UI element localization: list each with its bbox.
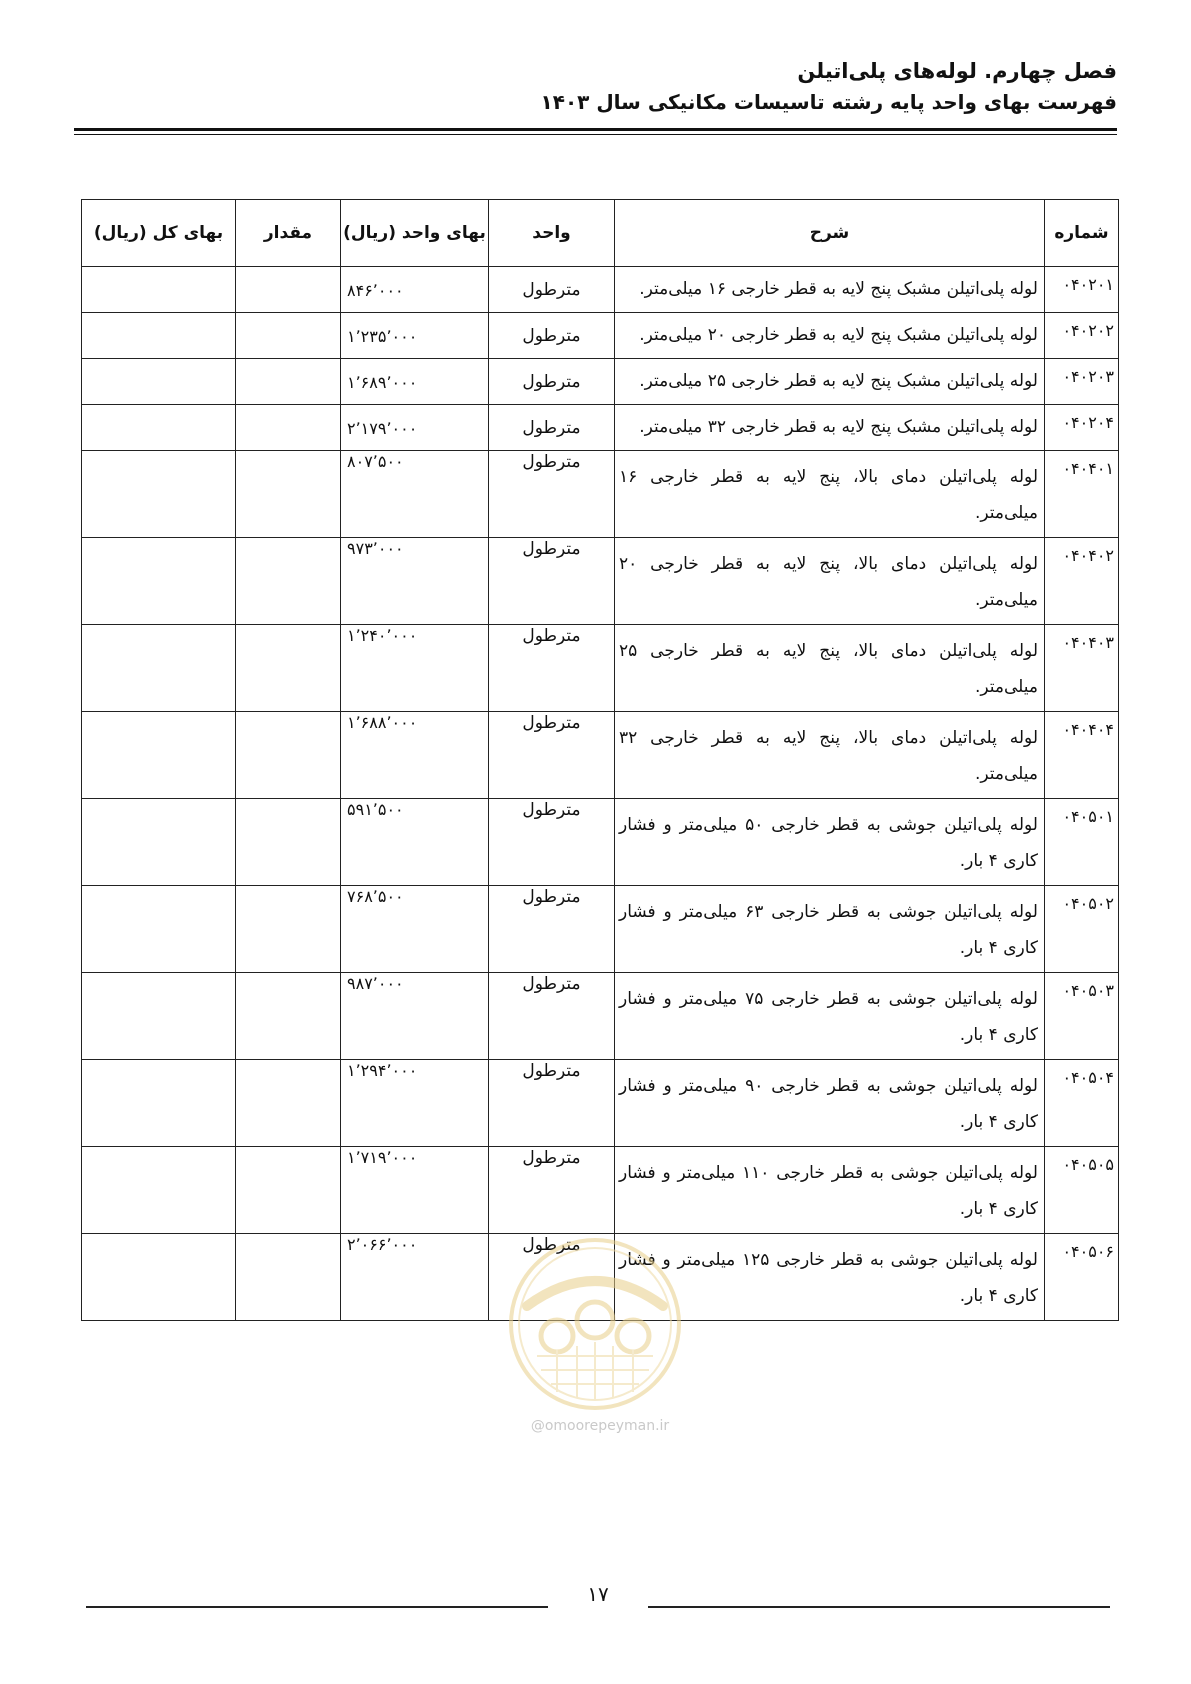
- item-description: لوله پلی‌اتیلن مشبک پنج لایه به قطر خارجی ۲۵ میلی‌متر.: [615, 359, 1045, 405]
- item-total: [82, 799, 236, 886]
- item-unit: مترطول: [489, 799, 615, 886]
- item-description: لوله پلی‌اتیلن دمای بالا، پنج لایه به قطر خارجی ۲۵ میلی‌متر.: [615, 625, 1045, 712]
- col-header-quantity: مقدار: [236, 200, 341, 267]
- item-unit-price: ۷۶۸٬۵۰۰: [341, 886, 489, 973]
- item-unit: مترطول: [489, 405, 615, 451]
- table-header-row: [82, 200, 1119, 267]
- item-quantity: [236, 1147, 341, 1234]
- item-description: لوله پلی‌اتیلن مشبک پنج لایه به قطر خارجی ۲۰ میلی‌متر.: [615, 313, 1045, 359]
- item-unit-price: ۱٬۲۴۰٬۰۰۰: [341, 625, 489, 712]
- item-code: ۰۴۰۵۰۱: [1045, 799, 1119, 886]
- table-row: [82, 405, 1119, 451]
- footer-rule-left: [86, 1606, 548, 1608]
- col-header-unit-price: بهای واحد (ریال): [341, 200, 489, 267]
- item-code: ۰۴۰۴۰۲: [1045, 538, 1119, 625]
- item-unit-price: ۲٬۱۷۹٬۰۰۰: [341, 405, 489, 451]
- item-quantity: [236, 712, 341, 799]
- item-description: لوله پلی‌اتیلن جوشی به قطر خارجی ۵۰ میلی‌متر و فشار کاری ۴ بار.: [615, 799, 1045, 886]
- item-total: [82, 267, 236, 313]
- item-quantity: [236, 799, 341, 886]
- table-row: [82, 1147, 1119, 1234]
- item-description: لوله پلی‌اتیلن جوشی به قطر خارجی ۱۱۰ میلی‌متر و فشار کاری ۴ بار.: [615, 1147, 1045, 1234]
- col-header-code: شماره: [1045, 200, 1119, 267]
- item-quantity: [236, 886, 341, 973]
- item-quantity: [236, 1060, 341, 1147]
- table-row: [82, 625, 1119, 712]
- item-description: لوله پلی‌اتیلن جوشی به قطر خارجی ۷۵ میلی‌متر و فشار کاری ۴ بار.: [615, 973, 1045, 1060]
- chapter-title: فصل چهارم. لوله‌های پلی‌اتیلن: [797, 59, 1117, 83]
- header-rule-thin: [74, 134, 1117, 135]
- item-code: ۰۴۰۵۰۶: [1045, 1234, 1119, 1321]
- item-total: [82, 886, 236, 973]
- item-code: ۰۴۰۵۰۳: [1045, 973, 1119, 1060]
- item-code: ۰۴۰۴۰۴: [1045, 712, 1119, 799]
- item-unit: مترطول: [489, 267, 615, 313]
- item-code: ۰۴۰۵۰۴: [1045, 1060, 1119, 1147]
- item-description: لوله پلی‌اتیلن دمای بالا، پنج لایه به قطر خارجی ۱۶ میلی‌متر.: [615, 451, 1045, 538]
- table-body: [82, 267, 1119, 1321]
- item-code: ۰۴۰۲۰۲: [1045, 313, 1119, 359]
- item-quantity: [236, 267, 341, 313]
- item-description: لوله پلی‌اتیلن جوشی به قطر خارجی ۹۰ میلی‌متر و فشار کاری ۴ بار.: [615, 1060, 1045, 1147]
- table-row: [82, 538, 1119, 625]
- item-unit-price: ۵۹۱٬۵۰۰: [341, 799, 489, 886]
- page-number: ۱۷: [587, 1582, 609, 1606]
- item-quantity: [236, 359, 341, 405]
- item-unit-price: ۱٬۶۸۹٬۰۰۰: [341, 359, 489, 405]
- item-total: [82, 1060, 236, 1147]
- header-rule-thick: [74, 128, 1117, 131]
- item-code: ۰۴۰۲۰۱: [1045, 267, 1119, 313]
- item-unit: مترطول: [489, 886, 615, 973]
- item-description: لوله پلی‌اتیلن دمای بالا، پنج لایه به قطر خارجی ۳۲ میلی‌متر.: [615, 712, 1045, 799]
- col-header-total-price: بهای کل (ریال): [82, 200, 236, 267]
- item-total: [82, 1147, 236, 1234]
- item-total: [82, 973, 236, 1060]
- item-unit-price: ۹۸۷٬۰۰۰: [341, 973, 489, 1060]
- table-row: [82, 313, 1119, 359]
- item-code: ۰۴۰۴۰۱: [1045, 451, 1119, 538]
- item-total: [82, 451, 236, 538]
- item-total: [82, 405, 236, 451]
- table-row: [82, 359, 1119, 405]
- item-description: لوله پلی‌اتیلن جوشی به قطر خارجی ۶۳ میلی‌متر و فشار کاری ۴ بار.: [615, 886, 1045, 973]
- item-unit: مترطول: [489, 451, 615, 538]
- item-description: لوله پلی‌اتیلن مشبک پنج لایه به قطر خارجی ۳۲ میلی‌متر.: [615, 405, 1045, 451]
- item-unit: مترطول: [489, 1147, 615, 1234]
- item-unit: مترطول: [489, 313, 615, 359]
- footer-rule-right: [648, 1606, 1110, 1608]
- item-unit: مترطول: [489, 538, 615, 625]
- item-unit: مترطول: [489, 973, 615, 1060]
- item-total: [82, 313, 236, 359]
- item-unit-price: ۸۴۶٬۰۰۰: [341, 267, 489, 313]
- table-row: [82, 267, 1119, 313]
- price-list-table: [81, 199, 1119, 1321]
- item-quantity: [236, 405, 341, 451]
- item-unit: مترطول: [489, 712, 615, 799]
- item-code: ۰۴۰۵۰۲: [1045, 886, 1119, 973]
- item-total: [82, 1234, 236, 1321]
- item-unit: مترطول: [489, 625, 615, 712]
- watermark-logo: [507, 1236, 683, 1412]
- item-unit-price: ۸۰۷٬۵۰۰: [341, 451, 489, 538]
- item-unit-price: ۱٬۶۸۸٬۰۰۰: [341, 712, 489, 799]
- item-unit: مترطول: [489, 1060, 615, 1147]
- item-total: [82, 712, 236, 799]
- table-row: [82, 451, 1119, 538]
- item-description: لوله پلی‌اتیلن دمای بالا، پنج لایه به قطر خارجی ۲۰ میلی‌متر.: [615, 538, 1045, 625]
- item-quantity: [236, 313, 341, 359]
- item-unit-price: ۲٬۰۶۶٬۰۰۰: [341, 1234, 489, 1321]
- table-row: [82, 973, 1119, 1060]
- item-code: ۰۴۰۵۰۵: [1045, 1147, 1119, 1234]
- item-unit-price: ۱٬۷۱۹٬۰۰۰: [341, 1147, 489, 1234]
- item-quantity: [236, 973, 341, 1060]
- table-row: [82, 799, 1119, 886]
- item-total: [82, 625, 236, 712]
- watermark-url: @omoorepeyman.ir: [530, 1418, 670, 1434]
- item-description: لوله پلی‌اتیلن مشبک پنج لایه به قطر خارجی ۱۶ میلی‌متر.: [615, 267, 1045, 313]
- col-header-unit: واحد: [489, 200, 615, 267]
- item-unit-price: ۱٬۲۳۵٬۰۰۰: [341, 313, 489, 359]
- item-quantity: [236, 625, 341, 712]
- table-row: [82, 1060, 1119, 1147]
- item-quantity: [236, 538, 341, 625]
- item-total: [82, 359, 236, 405]
- table-row: [82, 886, 1119, 973]
- page-header: [74, 55, 1117, 117]
- item-quantity: [236, 451, 341, 538]
- item-quantity: [236, 1234, 341, 1321]
- item-unit-price: ۹۷۳٬۰۰۰: [341, 538, 489, 625]
- item-code: ۰۴۰۴۰۳: [1045, 625, 1119, 712]
- table-row: [82, 712, 1119, 799]
- item-unit-price: ۱٬۲۹۴٬۰۰۰: [341, 1060, 489, 1147]
- document-subtitle: فهرست بهای واحد پایه رشته تاسیسات مکانیکی سال ۱۴۰۳: [540, 90, 1117, 114]
- item-total: [82, 538, 236, 625]
- col-header-description: شرح: [615, 200, 1045, 267]
- item-code: ۰۴۰۲۰۴: [1045, 405, 1119, 451]
- item-code: ۰۴۰۲۰۳: [1045, 359, 1119, 405]
- item-unit: مترطول: [489, 359, 615, 405]
- item-unit: مترطول: [489, 1234, 615, 1321]
- item-description: لوله پلی‌اتیلن جوشی به قطر خارجی ۱۲۵ میلی‌متر و فشار کاری ۴ بار.: [615, 1234, 1045, 1321]
